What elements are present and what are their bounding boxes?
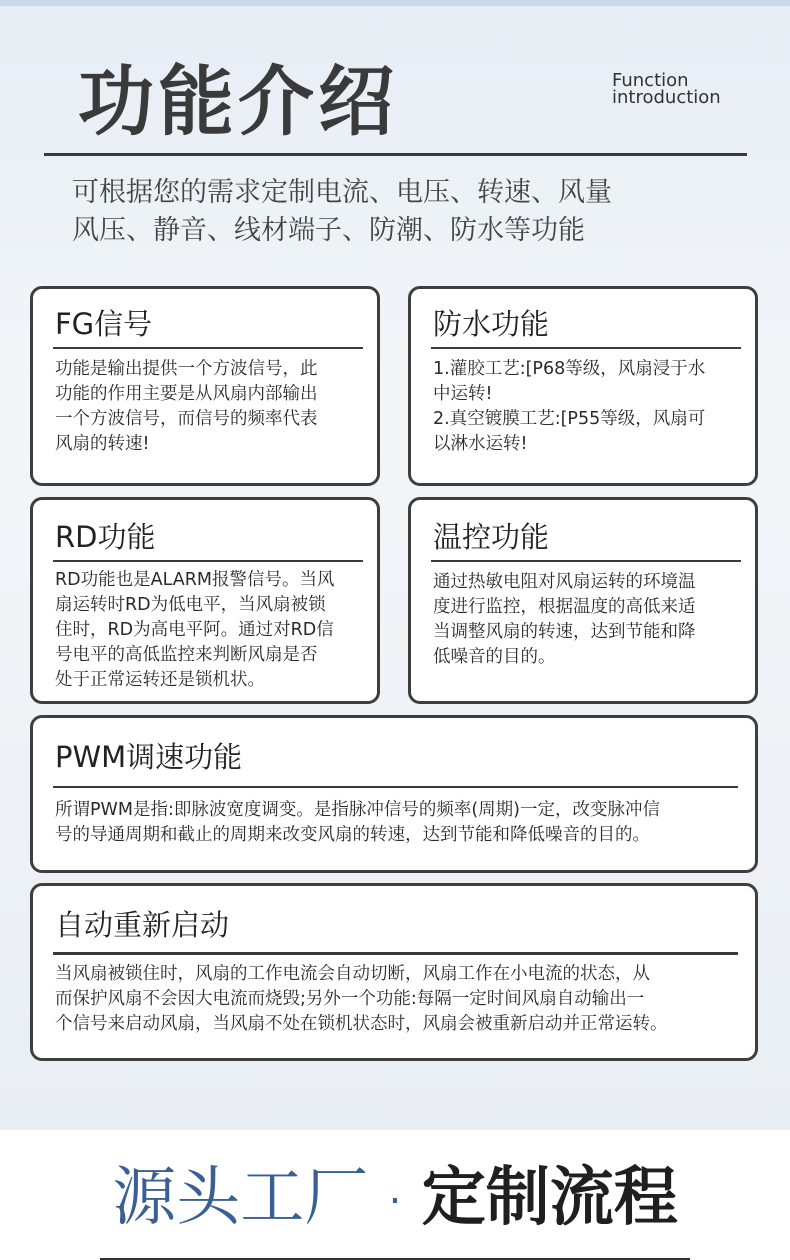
card-line: 一个方波信号，而信号的频率代表: [55, 409, 318, 429]
card-line: 当风扇被锁住时，风扇的工作电流会自动切断，风扇工作在小电流的状态，从: [55, 964, 650, 984]
title-en-line1: Function: [612, 70, 689, 91]
card-temperature-control: [408, 497, 758, 704]
card-divider: [53, 786, 738, 788]
card-line: 功能的作用主要是从风扇内部输出: [55, 384, 318, 404]
card-line: 通过热敏电阻对风扇运转的环境温: [433, 572, 696, 592]
card-title: FG信号: [55, 307, 153, 341]
title-divider: [44, 153, 747, 156]
card-divider: [53, 952, 738, 955]
card-pwm-speed: [30, 715, 758, 873]
card-line: 号的导通周期和截止的周期来改变风扇的转速，达到节能和降低噪音的目的。: [55, 825, 650, 845]
card-line: 以淋水运转!: [433, 434, 528, 454]
card-title: 温控功能: [433, 520, 550, 554]
footer-title-separator: ·: [388, 1178, 402, 1225]
title-en-line2: introduction: [612, 87, 721, 108]
card-line: 而保护风扇不会因大电流而烧毁;另外一个功能:每隔一定时间风扇自动输出一: [55, 989, 645, 1009]
card-line: 当调整风扇的转速，达到节能和降: [433, 622, 696, 642]
card-line: 度进行监控，根据温度的高低来适: [433, 597, 696, 617]
card-line: 低噪音的目的。: [433, 647, 556, 667]
card-divider: [431, 560, 741, 562]
card-line: 功能是输出提供一个方波信号，此: [55, 359, 318, 379]
card-line: 住时，RD为高电平阿。通过对RD信: [55, 620, 334, 640]
card-line: 个信号来启动风扇，当风扇不处在锁机状态时，风扇会被重新启动并正常运转。: [55, 1014, 668, 1034]
card-body: [433, 570, 696, 670]
intro-text: [72, 174, 752, 250]
card-rd-function: [30, 497, 380, 704]
page-title: 功能介绍: [78, 57, 398, 146]
card-line: 中运转!: [433, 384, 493, 404]
card-body: [55, 798, 660, 848]
card-divider: [53, 347, 363, 349]
card-line: 处于正常运转还是锁机状。: [55, 670, 265, 690]
card-title: PWM调速功能: [55, 740, 243, 774]
card-fg-signal: [30, 286, 380, 486]
card-title: 自动重新启动: [55, 908, 230, 942]
card-title: 防水功能: [433, 307, 550, 341]
card-body: [433, 357, 705, 457]
footer-title: [0, 1158, 790, 1241]
footer-title-left: 源头工厂: [112, 1161, 369, 1235]
page-title-english: [612, 72, 721, 106]
card-line: 扇运转时RD为低电平，当风扇被锁: [55, 595, 326, 615]
intro-line-2: 风压、静音、线材端子、防潮、防水等功能: [72, 215, 585, 246]
card-line: RD功能也是ALARM报警信号。当风: [55, 570, 335, 590]
intro-line-1: 可根据您的需求定制电流、电压、转速、风量: [72, 177, 612, 208]
card-line: 号电平的高低监控来判断风扇是否: [55, 645, 318, 665]
card-divider: [53, 560, 363, 562]
card-line: 2.真空镀膜工艺:[P55等级，风扇可: [433, 409, 706, 429]
card-line: 风扇的转速!: [55, 434, 150, 454]
card-line: 1.灌胶工艺:[P68等级，风扇浸于水: [433, 359, 706, 379]
card-body: [55, 962, 668, 1037]
card-body: [55, 568, 335, 693]
card-divider: [431, 347, 741, 349]
footer-title-right: 定制流程: [421, 1161, 678, 1235]
card-line: 所谓PWM是指:即脉波宽度调变。是指脉冲信号的频率(周期)一定，改变脉冲信: [55, 800, 661, 820]
card-title: RD功能: [55, 520, 156, 554]
card-auto-restart: [30, 883, 758, 1061]
card-body: [55, 357, 318, 457]
card-waterproof: [408, 286, 758, 486]
